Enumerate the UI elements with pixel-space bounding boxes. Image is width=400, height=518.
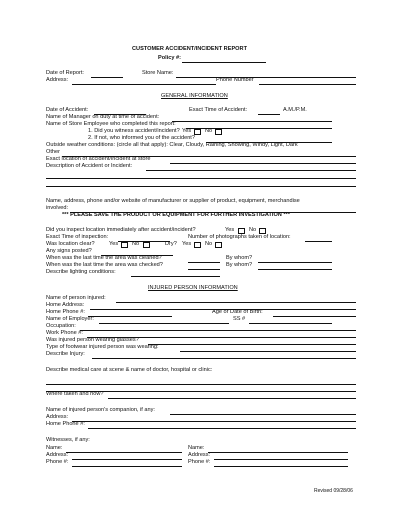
witness-1-address-field[interactable] <box>72 459 182 460</box>
companion-field[interactable] <box>170 414 356 415</box>
footwear-label: Type of footwear injured person was wearing: <box>46 344 159 350</box>
medical-care-line-1[interactable] <box>46 384 356 385</box>
policy-field[interactable] <box>182 62 266 63</box>
where-taken-field[interactable] <box>108 398 356 399</box>
glasses-field[interactable] <box>148 344 356 345</box>
exact-location-label: Exact location of accident/incident at store <box>46 156 151 162</box>
witness-2-address-label: Address: <box>188 452 211 458</box>
photographs-label: Number of photographs taken of location: <box>188 234 291 240</box>
store-employee-label: Name of Store Employee who completed this report: <box>46 121 176 127</box>
witness-2-phone-field[interactable] <box>214 466 348 467</box>
last-checked-label: When was the last time the area was checked? <box>46 262 163 268</box>
witnesses-heading: Witnesses, if any: <box>46 437 90 443</box>
location-clear-label: Was location clear? <box>46 241 95 247</box>
save-product-notice: *** PLEASE SAVE THE PRODUCT OR EQUIPMENT FOR FURTHER INVESTIGATION *** <box>62 212 290 218</box>
photographs-field[interactable] <box>305 241 332 242</box>
lighting-label: Describe lighting conditions: <box>46 269 116 275</box>
phone-number-field[interactable] <box>259 84 356 85</box>
dry-yes-label: Yes <box>182 241 192 247</box>
weather-label: Outside weather conditions: (circle all that apply): Clear, Cloudy, Raining, Snowing, Windy, Light, Dark <box>46 142 298 148</box>
form-title: CUSTOMER ACCIDENT/INCIDENT REPORT <box>132 46 247 52</box>
employer-field[interactable] <box>99 323 229 324</box>
glasses-label: Was injured person wearing glasses? <box>46 337 139 343</box>
witness-no-label: No <box>205 128 213 134</box>
witness-1-name-field[interactable] <box>66 452 182 453</box>
store-name-label: Store Name: <box>142 70 174 76</box>
inspect-yes-label: Yes <box>225 227 235 233</box>
clear-yes-label: Yes <box>109 241 119 247</box>
revised-date: Revised 09/28/06 <box>314 488 353 494</box>
description-line-2[interactable] <box>46 178 356 179</box>
witness-1-phone-label: Phone #: <box>46 459 69 465</box>
witness-question: 1. Did you witness accident/incident? <box>88 128 180 134</box>
store-name-field[interactable] <box>176 77 356 78</box>
am-pm-label: A.M./P.M. <box>283 107 307 113</box>
companion-phone-field[interactable] <box>88 428 356 429</box>
witness-2-name-field[interactable] <box>208 452 348 453</box>
by-whom-checked-field[interactable] <box>258 269 332 270</box>
witness-yes-label: Yes <box>182 128 192 134</box>
date-of-report-label: Date of Report: <box>46 70 84 76</box>
general-info-heading: GENERAL INFORMATION <box>161 93 228 99</box>
medical-care-label: Describe medical care at scene & name of doctor, hospital or clinic: <box>46 367 213 373</box>
lighting-field[interactable] <box>131 276 220 277</box>
witness-2-address-field[interactable] <box>214 459 348 460</box>
policy-label: Policy #: <box>158 55 182 61</box>
inspect-no-label: No <box>249 227 257 233</box>
clear-no-checkbox[interactable] <box>143 242 150 248</box>
description-label: Description of Accident or Incident: <box>46 163 133 169</box>
manufacturer-label: Name, address, phone and/or website of manufacturer or supplier of product, equipment, merchandise <box>46 198 300 204</box>
signs-posted-label: Any signs posted? <box>46 248 92 254</box>
other-label: Other <box>46 149 60 155</box>
informed-question: 2. If not, who informed you of the accident? <box>88 135 195 141</box>
manager-on-duty-label: Name of Manager on duty at time of accident: <box>46 114 160 120</box>
witness-1-name-label: Name: <box>46 445 63 451</box>
clear-no-label: No <box>132 241 140 247</box>
age-dob-field[interactable] <box>273 316 356 317</box>
inspect-question: Did you inspect location immediately after accident/incident? <box>46 227 196 233</box>
where-taken-label: Where taken and how? <box>46 391 104 397</box>
witness-yes-checkbox[interactable] <box>194 129 201 135</box>
injured-name-label: Name of person injured: <box>46 295 106 301</box>
companion-phone-label: Home Phone #: <box>46 421 85 427</box>
exact-time-label: Exact Time of Accident: <box>189 107 248 113</box>
dry-label: Dry? <box>165 241 177 247</box>
dry-yes-checkbox[interactable] <box>194 242 201 248</box>
describe-injury-label: Describe Injury: <box>46 351 85 357</box>
companion-address-label: Address: <box>46 414 69 420</box>
address-field[interactable] <box>72 84 216 85</box>
ss-field[interactable] <box>249 323 332 324</box>
employer-label: Name of Employer: <box>46 316 94 322</box>
date-of-report-field[interactable] <box>91 77 123 78</box>
manager-on-duty-field[interactable] <box>172 121 332 122</box>
age-dob-label: Age or Date of Birth: <box>212 309 263 315</box>
exact-time-field[interactable] <box>258 114 280 115</box>
witness-2-phone-label: Phone #: <box>188 459 211 465</box>
dry-no-checkbox[interactable] <box>215 242 222 248</box>
by-whom-cleaned-label: By whom? <box>226 255 253 261</box>
witness-no-checkbox[interactable] <box>215 129 222 135</box>
injured-info-heading: INJURED PERSON INFORMATION <box>148 285 238 291</box>
last-cleaned-label: When was the last time the area was cleaned? <box>46 255 162 261</box>
inspection-time-label: Exact Time of inspection: <box>46 234 109 240</box>
work-phone-label: Work Phone #: <box>46 330 83 336</box>
home-phone-field[interactable] <box>88 316 172 317</box>
companion-label: Name of injured person's companion, if any: <box>46 407 155 413</box>
by-whom-cleaned-field[interactable] <box>258 262 332 263</box>
witness-1-phone-field[interactable] <box>72 466 182 467</box>
occupation-label: Occupation: <box>46 323 76 329</box>
injured-name-field[interactable] <box>116 302 356 303</box>
home-address-label: Home Address: <box>46 302 85 308</box>
involved-label: involved: <box>46 205 69 211</box>
last-checked-field[interactable] <box>188 269 220 270</box>
home-phone-label: Home Phone #: <box>46 309 85 315</box>
address-label: Address: <box>46 77 69 83</box>
occupation-field[interactable] <box>80 330 356 331</box>
description-line-3[interactable] <box>46 186 356 187</box>
phone-number-label: Phone Number <box>216 77 254 83</box>
witness-1-address-label: Address: <box>46 452 69 458</box>
companion-address-field[interactable] <box>72 421 356 422</box>
witness-2-name-label: Name: <box>188 445 205 451</box>
exact-location-field[interactable] <box>170 163 356 164</box>
describe-injury-field[interactable] <box>92 358 356 359</box>
footwear-field[interactable] <box>180 351 356 352</box>
by-whom-checked-label: By whom? <box>226 262 253 268</box>
description-field[interactable] <box>146 170 356 171</box>
dry-no-label: No <box>205 241 213 247</box>
last-cleaned-field[interactable] <box>188 262 220 263</box>
date-of-accident-label: Date of Accident: <box>46 107 89 113</box>
ss-label: SS # <box>233 316 246 322</box>
clear-yes-checkbox[interactable] <box>121 242 128 248</box>
